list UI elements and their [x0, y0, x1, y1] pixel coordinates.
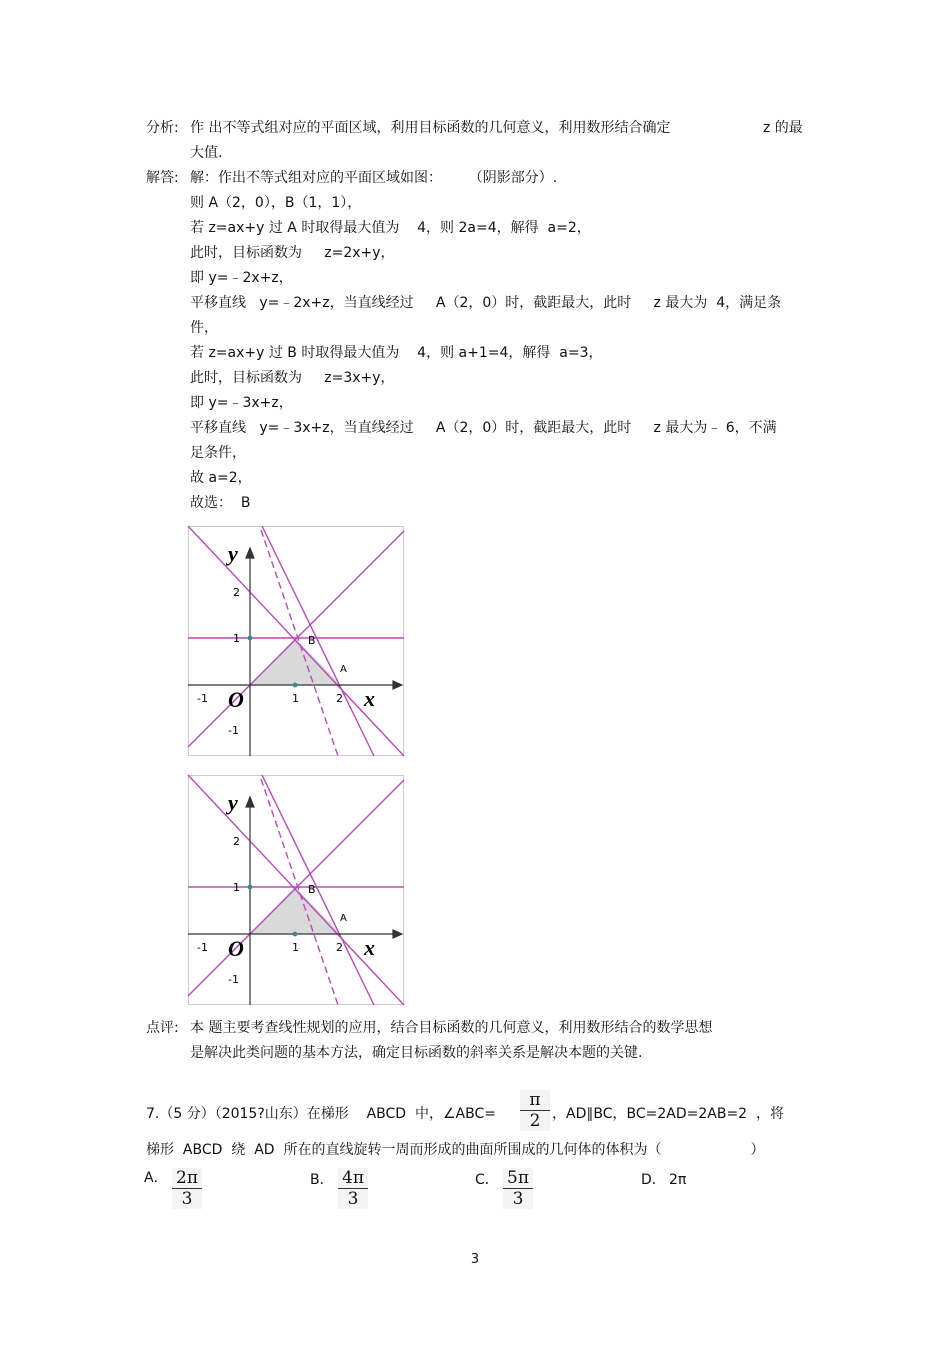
comment-text-line1: 本 题主要考查线性规划的应用，结合目标函数的几何意义，利用数形结合的数学思想: [190, 1020, 713, 1036]
option-d-value: 2π: [669, 1172, 687, 1188]
option-a-letter: A．: [144, 1170, 168, 1186]
solution-line: 平移直线 y=﹣2x+z，当直线经过 A（2，0）时，截距最大，此时 z 最大为 4，满足条: [190, 295, 782, 311]
option-c-letter: C．: [475, 1172, 499, 1188]
question-7-stem-part1: 7.（5 分）（2015?山东）在梯形 ABCD 中，∠ABC=: [146, 1106, 496, 1122]
fraction-denominator: 2: [529, 1111, 541, 1131]
solution-line: 此时，目标函数为 z=3x+y，: [190, 370, 395, 386]
tick-dot-y1: [248, 885, 253, 890]
question-7-stem-part2: ，AD∥BC，BC=2AD=2AB=2 ，将: [552, 1106, 784, 1122]
origin-label: O: [228, 936, 244, 961]
x-axis-label: x: [364, 686, 375, 711]
option-d-letter: D．: [641, 1172, 666, 1188]
point-b-label: B: [308, 883, 316, 896]
x-tick-label: 1: [292, 941, 299, 954]
solution-line: 解：作出不等式组对应的平面区域如图： （阴影部分）.: [190, 170, 558, 186]
analysis-text-tail: z 的最: [763, 120, 803, 136]
point-a-label: A: [340, 913, 347, 924]
comment-label: 点评:: [146, 1020, 179, 1036]
region-graph-1: [188, 526, 404, 756]
x-tick-label: 2: [336, 692, 343, 705]
fraction-numerator: 2π: [172, 1168, 202, 1189]
x-tick-label: 1: [292, 692, 299, 705]
solution-line: 故选： B: [190, 495, 251, 511]
option-c-fraction: [503, 1168, 533, 1209]
y-tick-label: -1: [228, 973, 239, 986]
analysis-label: 分析:: [146, 120, 179, 136]
page-number: 3: [470, 1252, 480, 1267]
origin-label: O: [228, 687, 244, 712]
y-axis-label: y: [228, 790, 238, 815]
fraction-denominator: 3: [512, 1189, 524, 1209]
x-axis-label: x: [364, 935, 375, 960]
region-graph-2: [188, 775, 404, 1005]
y-tick-label: 2: [233, 586, 240, 599]
solution-line: 平移直线 y=﹣3x+z，当直线经过 A（2，0）时，截距最大，此时 z 最大为﹣ 6，不满: [190, 420, 777, 436]
fraction-denominator: 3: [347, 1189, 359, 1209]
option-b-fraction: [338, 1168, 368, 1209]
y-tick-label: -1: [228, 724, 239, 737]
tick-dot-y1: [248, 636, 253, 641]
y-tick-label: 1: [233, 632, 240, 645]
x-tick-label: -1: [197, 692, 208, 705]
fraction-numerator: π: [520, 1090, 550, 1111]
fraction-numerator: 5π: [503, 1168, 533, 1189]
y-tick-label: 2: [233, 835, 240, 848]
solution-label: 解答:: [146, 170, 179, 186]
solution-line: 件，: [190, 320, 218, 336]
solution-line: 即 y=﹣3x+z，: [190, 395, 293, 411]
solution-line: 若 z=ax+y 过 B 时取得最大值为 4，则 a+1=4，解得 a=3，: [190, 345, 603, 361]
question-7-stem-line2: 梯形 ABCD 绕 AD 所在的直线旋转一周而形成的曲面所围成的几何体的体积为（ ）: [146, 1142, 765, 1158]
point-a-label: A: [340, 664, 347, 675]
x-tick-label: 2: [336, 941, 343, 954]
solution-line: 足条件，: [190, 445, 246, 461]
analysis-text-line1: 作 出不等式组对应的平面区域，利用目标函数的几何意义，利用数形结合确定: [190, 120, 671, 136]
fraction-numerator: 4π: [338, 1168, 368, 1189]
point-b-label: B: [308, 634, 316, 647]
analysis-text-line2: 大值.: [190, 145, 223, 161]
solution-line: 此时，目标函数为 z=2x+y，: [190, 245, 395, 261]
comment-text-line2: 是解决此类问题的基本方法，确定目标函数的斜率关系是解决本题的关键.: [190, 1045, 643, 1061]
option-b-letter: B．: [310, 1172, 334, 1188]
y-axis-label: y: [228, 541, 238, 566]
tick-dot-x1: [293, 932, 298, 937]
solution-line: 即 y=﹣2x+z，: [190, 270, 293, 286]
solution-line: 若 z=ax+y 过 A 时取得最大值为 4，则 2a=4，解得 a=2，: [190, 220, 591, 236]
x-tick-label: -1: [197, 941, 208, 954]
fraction-denominator: 3: [181, 1189, 193, 1209]
y-tick-label: 1: [233, 881, 240, 894]
solution-line: 则 A（2，0），B（1，1），: [190, 195, 362, 211]
option-a-fraction: [172, 1168, 202, 1209]
angle-fraction-pi-over-2: [520, 1090, 550, 1131]
solution-line: 故 a=2，: [190, 470, 252, 486]
tick-dot-x1: [293, 683, 298, 688]
